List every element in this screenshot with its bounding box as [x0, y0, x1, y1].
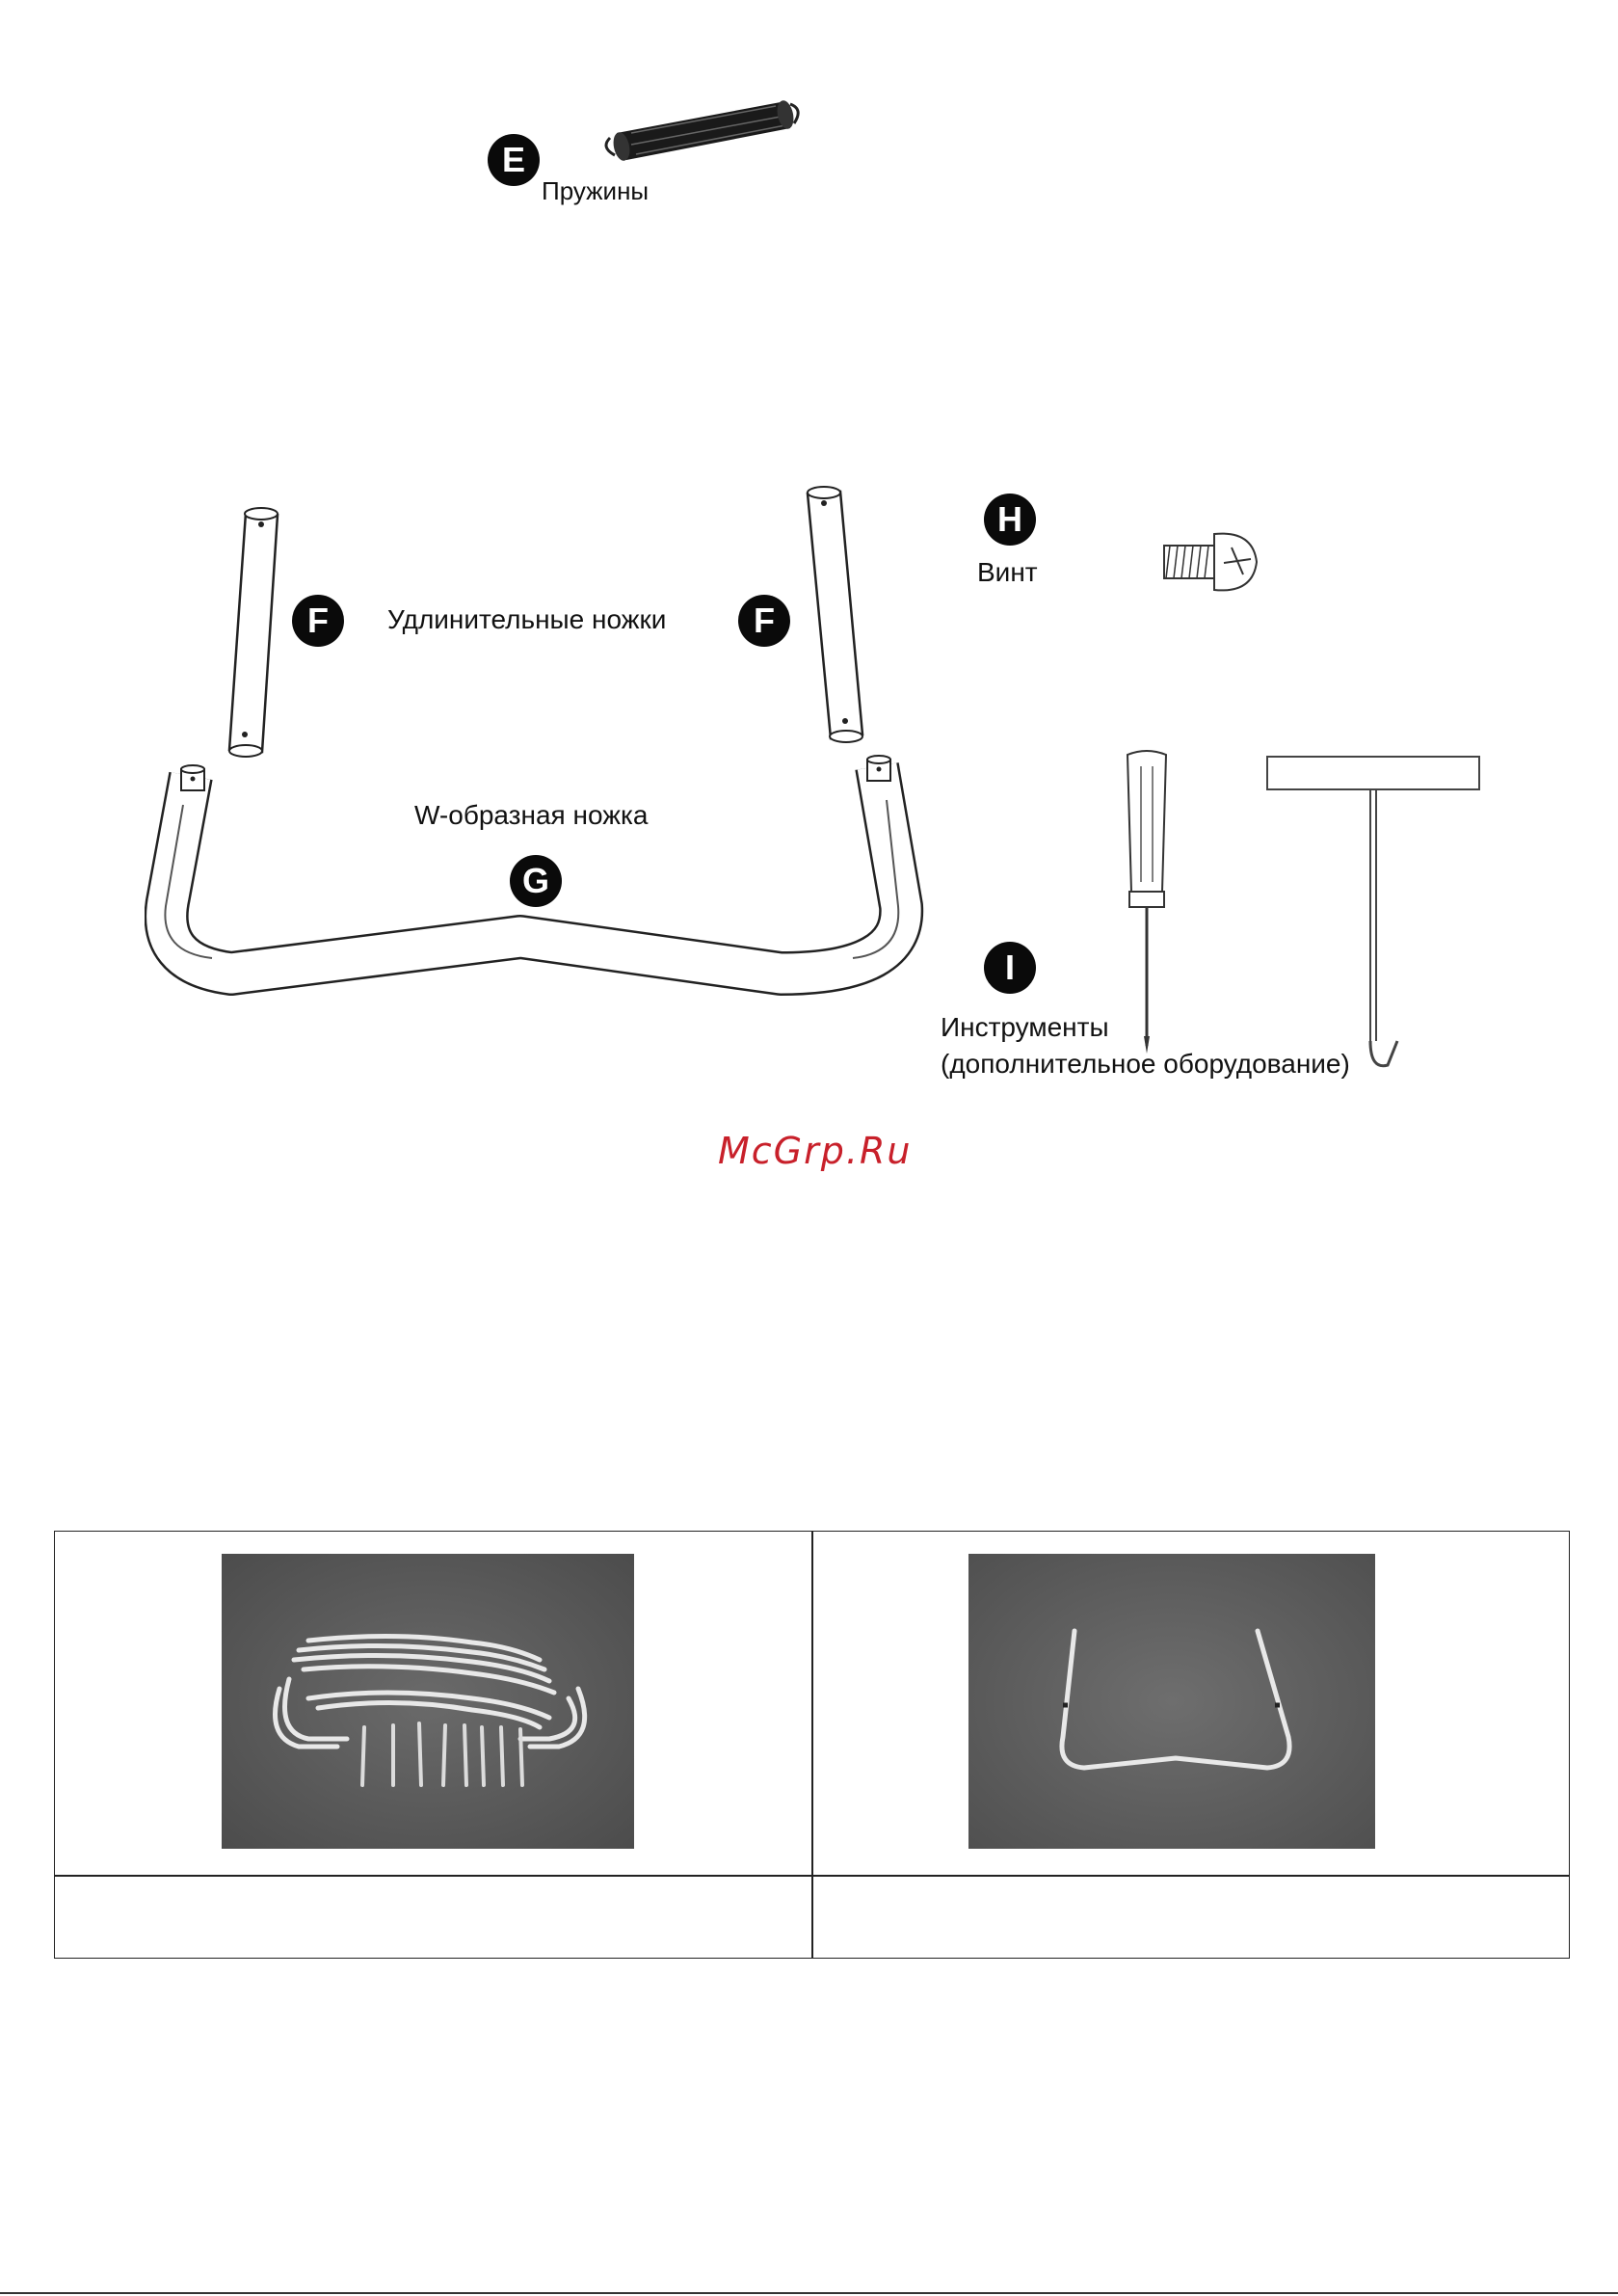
photo-w-leg	[968, 1554, 1375, 1849]
part-badge-f-right: F	[738, 595, 790, 647]
part-badge-i: I	[984, 942, 1036, 994]
caption-right	[821, 1888, 1553, 1946]
spring-hook-tool-illustration	[1262, 752, 1484, 1080]
part-label-extension-legs: Удлинительные ножки	[387, 604, 667, 634]
part-badge-f-left: F	[292, 595, 344, 647]
page-bottom-border	[0, 2292, 1618, 2294]
screw-illustration	[1156, 528, 1262, 596]
parts-photo-drawing	[222, 1554, 634, 1849]
part-badge-e: E	[488, 134, 540, 186]
caption-left	[65, 1888, 797, 1946]
legs-illustration	[145, 482, 935, 1012]
w-leg-photo-drawing	[968, 1554, 1375, 1849]
part-label-screw: Винт	[977, 557, 1038, 587]
photo-table	[54, 1531, 1570, 1959]
part-label-tools: Инструменты	[941, 1012, 1109, 1042]
part-label-springs: Пружины	[542, 176, 650, 205]
screwdriver-illustration	[1118, 747, 1176, 1055]
part-label-w-leg: W-образная ножка	[414, 800, 649, 830]
part-label-tools-optional: (дополнительное оборудование)	[941, 1049, 1350, 1079]
watermark: McGrp.Ru	[718, 1130, 913, 1172]
part-badge-h: H	[984, 494, 1036, 546]
part-badge-g: G	[510, 855, 562, 907]
spring-illustration	[593, 85, 805, 172]
table-divider-horizontal	[55, 1875, 1569, 1877]
table-divider-vertical	[811, 1532, 813, 1958]
photo-parts-laid-out	[222, 1554, 634, 1849]
